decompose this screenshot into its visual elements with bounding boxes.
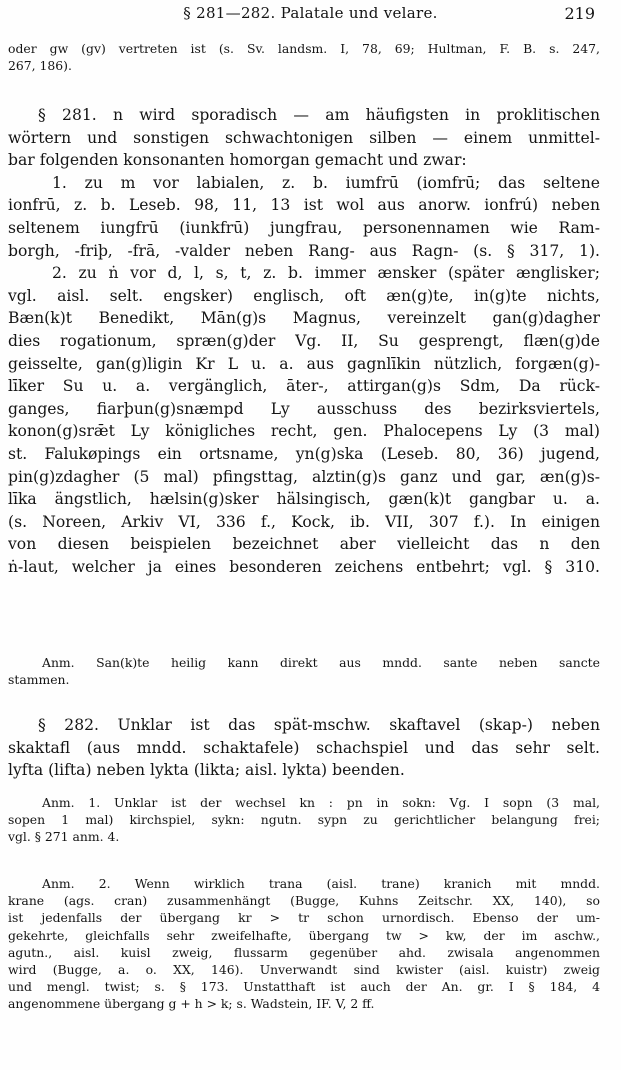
page-number: 219 [564, 4, 595, 23]
text-line: līker Su u. a. vergänglich, āter-, attirgan(g)s Sdm, Da rück- [8, 377, 600, 396]
section-282 [8, 714, 600, 782]
text-line: 2. zu ṅ vor d, l, s, t, z. b. immer ænsker (später ænglisker; [52, 264, 600, 283]
text-line: dies rogationum, spræn(g)der Vg. II, Su gesprengt, flæn(g)de [8, 331, 600, 350]
note-line: ist jedenfalls der übergang kr > tr schon urnordisch. Ebenso der um- [8, 910, 600, 926]
text-line: geisselte, gan(g)ligin Kr L u. a. aus gagnlīkin nützlich, forgæn(g)- [8, 354, 600, 373]
text-line: von diesen beispielen bezeichnet aber vielleicht das n den [8, 535, 600, 554]
text-line: pin(g)zdagher (5 mal) pfingsttag, alztin(g)s ganz und gar, æn(g)s- [8, 467, 600, 486]
text-line: 267, 186). [8, 58, 72, 74]
section-282-note-2 [8, 875, 600, 1013]
section-heading-line: § 281. n wird sporadisch — am häufigsten in proklitischen [38, 106, 600, 124]
section-heading-line: § 282. Unklar ist das spät-mschw. skaftavel (skap-) neben [38, 716, 600, 734]
intro-paragraph [8, 40, 600, 74]
note-line: Anm. 2. Wenn wirklich trana (aisl. trane) kranich mit mndd. [42, 876, 600, 891]
note-line: gekehrte, gleichfalls sehr zweifelhafte, übergang tw > kw, der im aschw., [8, 927, 600, 943]
note-line: sopen 1 mal) kirchspiel, sykn: ngutn. sypn zu gerichtlicher belangung frei; [8, 812, 600, 828]
text-line: konon(g)srǣt Ly königliches recht, gen. Phalocepens Ly (3 mal) [8, 422, 600, 441]
text-line: wörtern und sonstigen schwachtonigen silben — einem unmittel- [8, 128, 600, 147]
text-line: līka ängstlich, hælsin(g)sker hälsingisch, gæn(k)t gangbar u. a. [8, 490, 600, 509]
text-line: 1. zu m vor labialen, z. b. iumfrū (iomfrū; das seltene [52, 173, 600, 192]
text-line: (s. Noreen, Arkiv VI, 336 f., Kock, ib. VII, 307 f.). In einigen [8, 512, 600, 531]
text-line: bar folgenden konsonanten homorgan gemacht und zwar: [8, 151, 467, 170]
section-281-note [8, 654, 600, 688]
note-line: und mengl. twist; s. § 173. Unstatthaft ist auch der An. gr. I § 184, 4 [8, 979, 600, 995]
note-line: wird (Bugge, a. o. XX, 146). Unverwandt sind kwister (aisl. kuistr) zweig [8, 961, 600, 977]
running-head: § 281—282. Palatale und velare. [183, 4, 438, 22]
section-281 [8, 104, 600, 578]
note-line: stammen. [8, 672, 70, 688]
note-line: agutn., aisl. kuisl zweig, flussarm gegenüber ahd. zwisala angenommen [8, 944, 600, 960]
page-header [0, 4, 621, 26]
section-282-note-1 [8, 794, 600, 846]
note-line: Anm. San(k)te heilig kann direkt aus mndd. sante neben sancte [42, 655, 600, 670]
text-line: skaktafl (aus mndd. schaktafele) schachspiel und das sehr selt. [8, 738, 600, 757]
note-line: vgl. § 271 anm. 4. [8, 829, 120, 845]
text-line: ganges, fiarþun(g)snæmpd Ly ausschuss des bezirksviertels, [8, 399, 600, 418]
text-line: ṅ-laut, welcher ja eines besonderen zeichens entbehrt; vgl. § 310. [8, 557, 600, 576]
text-line: seltenem iungfrū (iunkfrū) jungfrau, personennamen wie Ram- [8, 218, 600, 237]
text-line: ionfrū, z. b. Leseb. 98, 11, 13 ist wol aus anorw. ionfrú) neben [8, 196, 600, 215]
note-line: krane (ags. cran) zusammenhängt (Bugge, Kuhns Zeitschr. XX, 140), so [8, 893, 600, 909]
text-line: oder gw (gv) vertreten ist (s. Sv. landsm. I, 78, 69; Hultman, F. B. s. 247, [8, 41, 600, 56]
note-line: angenommene übergang g + h > k; s. Wadstein, IF. V, 2 ff. [8, 996, 375, 1012]
text-line: st. Falukøpings ein ortsname, yn(g)ska (Leseb. 80, 36) jugend, [8, 444, 600, 463]
text-line: vgl. aisl. selt. engsker) englisch, oft æn(g)te, in(g)te nichts, [8, 286, 600, 305]
text-line: lyfta (lifta) neben lykta (likta; aisl. lykta) beenden. [8, 761, 405, 780]
text-line: borgh, -friþ, -frā, -valder neben Rang- aus Ragn- (s. § 317, 1). [8, 241, 600, 260]
note-line: Anm. 1. Unklar ist der wechsel kn : pn in sokn: Vg. I sopn (3 mal, [42, 795, 600, 810]
text-line: Bæn(k)t Benedikt, Mān(g)s Magnus, vereinzelt gan(g)dagher [8, 309, 600, 328]
